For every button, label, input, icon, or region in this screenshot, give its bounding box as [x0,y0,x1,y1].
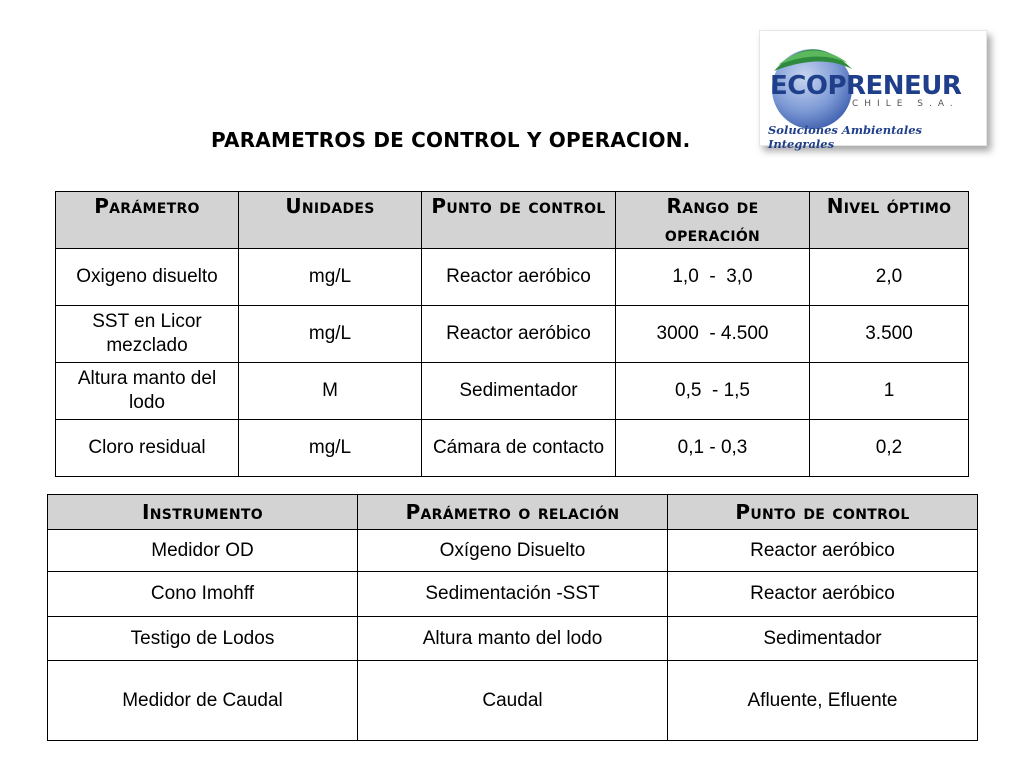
table-cell: Reactor aeróbico [422,306,616,363]
table-cell: M [239,363,422,420]
table-cell: Medidor OD [48,530,358,572]
table-row [56,306,969,363]
logo-tagline: Soluciones Ambientales Integrales [768,123,923,151]
company-logo [759,30,987,151]
header-punto-control: Punto de control [422,192,616,249]
table-cell: 0,5 - 1,5 [616,363,810,420]
instruments-table [47,494,978,741]
header-parametro: Parámetro [56,192,239,249]
table-row [56,249,969,306]
table-cell: 0,2 [810,420,969,477]
table-cell: mg/L [239,420,422,477]
table-cell: Altura manto del lodo [56,363,239,420]
table-cell: Caudal [358,661,668,741]
table-cell: Testigo de Lodos [48,617,358,661]
table-cell: Afluente, Efluente [668,661,978,741]
header-nivel-optimo: Nivel óptimo [810,192,969,249]
table-cell: Reactor aeróbico [422,249,616,306]
control-parameters-table [55,191,969,477]
logo-subtitle: CHILE S.A. [852,99,959,109]
table-row [56,420,969,477]
header-unidades: Unidades [239,192,422,249]
table-cell: Oxígeno Disuelto [358,530,668,572]
table-cell: 1 [810,363,969,420]
table-row [48,572,978,617]
table-cell: 3.500 [810,306,969,363]
header-instrumento: Instrumento [48,495,358,530]
table-cell: mg/L [239,249,422,306]
table-row [48,661,978,741]
table-cell: Sedimentador [668,617,978,661]
header-punto-control: Punto de control [668,495,978,530]
table-cell: Cámara de contacto [422,420,616,477]
table-cell: Sedimentador [422,363,616,420]
table-cell: 1,0 - 3,0 [616,249,810,306]
table-cell: Reactor aeróbico [668,530,978,572]
table-header-row [48,495,978,530]
table-cell: Altura manto del lodo [358,617,668,661]
table-cell: Cono Imohff [48,572,358,617]
table-row [48,530,978,572]
table-cell: Sedimentación -SST [358,572,668,617]
table-row [48,617,978,661]
header-rango-operacion: Rango de operación [616,192,810,249]
table-cell: SST en Licor mezclado [56,306,239,363]
table-cell: Cloro residual [56,420,239,477]
table-header-row [56,192,969,249]
page-title: PARAMETROS DE CONTROL Y OPERACION. [211,128,691,152]
table-cell: 0,1 - 0,3 [616,420,810,477]
table-cell: mg/L [239,306,422,363]
header-parametro-relacion: Parámetro o relación [358,495,668,530]
table-cell: 3000 - 4.500 [616,306,810,363]
table-cell: Reactor aeróbico [668,572,978,617]
logo-wordmark: ECOPRENEUR [770,71,962,101]
table-cell: 2,0 [810,249,969,306]
table-cell: Oxigeno disuelto [56,249,239,306]
table-row [56,363,969,420]
table-cell: Medidor de Caudal [48,661,358,741]
